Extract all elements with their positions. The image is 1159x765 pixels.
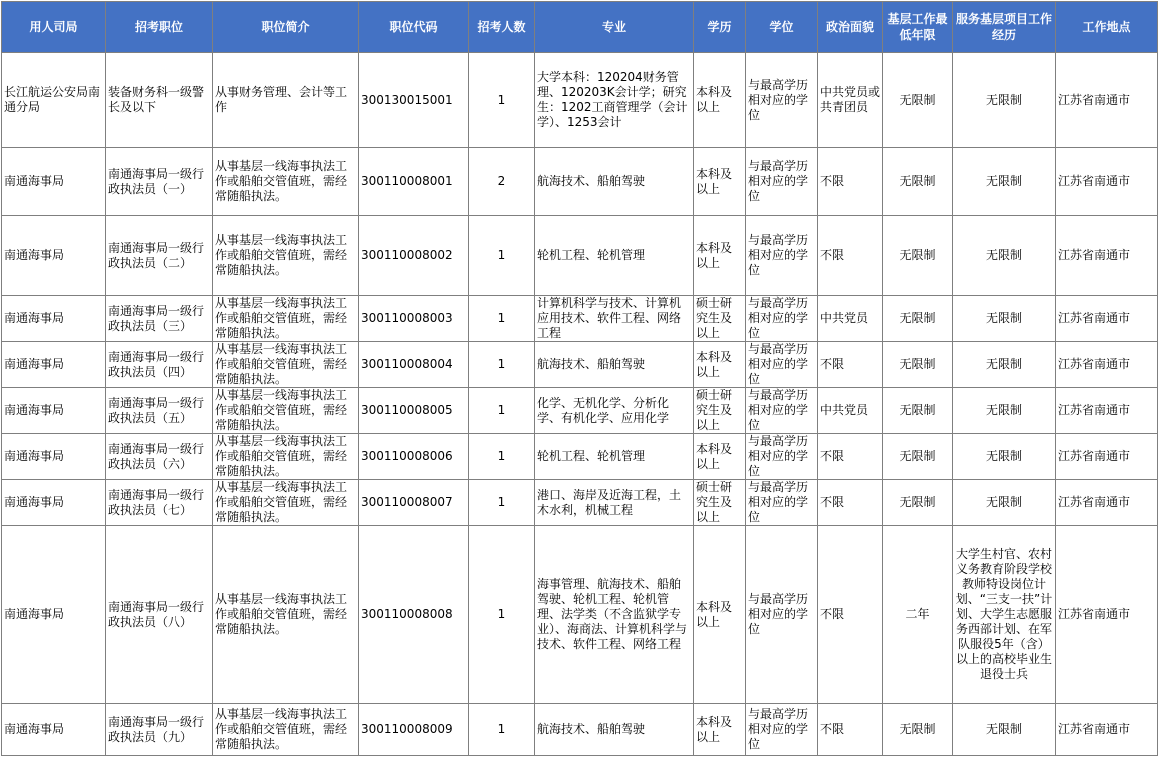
cell-service-experience: 无限制 [953,704,1056,756]
cell-location: 江苏省南通市 [1056,434,1158,480]
cell-code: 300130015001 [359,53,469,148]
cell-description: 从事基层一线海事执法工作或船舶交管值班，需经常随船执法。 [213,480,359,526]
cell-code: 300110008008 [359,526,469,704]
col-header-location: 工作地点 [1056,2,1158,53]
cell-position: 南通海事局一级行政执法员（三） [106,296,213,342]
cell-major: 海事管理、航海技术、船舶驾驶、轮机工程、轮机管理、法学类（不含监狱学专业）、海商法、计算机科学与技术、软件工程、网络工程 [535,526,694,704]
cell-count: 2 [469,148,535,216]
cell-min-years: 无限制 [883,53,953,148]
cell-position: 南通海事局一级行政执法员（四） [106,342,213,388]
table-row [2,296,1158,342]
cell-min-years: 无限制 [883,434,953,480]
cell-count: 1 [469,434,535,480]
cell-location: 江苏省南通市 [1056,342,1158,388]
cell-degree: 与最高学历相对应的学位 [746,296,818,342]
cell-political-status: 不限 [818,704,883,756]
table-row [2,148,1158,216]
cell-description: 从事财务管理、会计等工作 [213,53,359,148]
cell-degree: 与最高学历相对应的学位 [746,526,818,704]
cell-degree: 与最高学历相对应的学位 [746,388,818,434]
cell-degree: 与最高学历相对应的学位 [746,216,818,296]
cell-description: 从事基层一线海事执法工作或船舶交管值班，需经常随船执法。 [213,526,359,704]
cell-code: 300110008005 [359,388,469,434]
cell-department: 南通海事局 [2,296,106,342]
cell-major: 航海技术、船舶驾驶 [535,148,694,216]
cell-count: 1 [469,342,535,388]
cell-count: 1 [469,526,535,704]
cell-position: 南通海事局一级行政执法员（七） [106,480,213,526]
cell-count: 1 [469,388,535,434]
cell-service-experience: 无限制 [953,148,1056,216]
cell-description: 从事基层一线海事执法工作或船舶交管值班，需经常随船执法。 [213,216,359,296]
cell-min-years: 无限制 [883,148,953,216]
cell-location: 江苏省南通市 [1056,148,1158,216]
cell-political-status: 中共党员或共青团员 [818,53,883,148]
cell-location: 江苏省南通市 [1056,53,1158,148]
table-row [2,388,1158,434]
cell-major: 轮机工程、轮机管理 [535,434,694,480]
cell-major: 港口、海岸及近海工程，土木水利，机械工程 [535,480,694,526]
cell-major: 航海技术、船舶驾驶 [535,342,694,388]
cell-major: 大学本科：120204财务管理、120203K会计学；研究生：1202工商管理学（会计学）、1253会计 [535,53,694,148]
cell-political-status: 不限 [818,480,883,526]
table-row [2,526,1158,704]
cell-service-experience: 无限制 [953,296,1056,342]
col-header-service-experience: 服务基层项目工作经历 [953,2,1056,53]
cell-degree: 与最高学历相对应的学位 [746,480,818,526]
cell-min-years: 无限制 [883,296,953,342]
cell-min-years: 无限制 [883,480,953,526]
cell-service-experience: 无限制 [953,388,1056,434]
cell-education: 本科及以上 [694,53,746,148]
cell-min-years: 无限制 [883,216,953,296]
table-row [2,480,1158,526]
cell-min-years: 无限制 [883,342,953,388]
cell-education: 本科及以上 [694,526,746,704]
col-header-code: 职位代码 [359,2,469,53]
cell-department: 南通海事局 [2,148,106,216]
cell-major: 计算机科学与技术、计算机应用技术、软件工程、网络工程 [535,296,694,342]
cell-political-status: 不限 [818,526,883,704]
cell-education: 硕士研究生及以上 [694,296,746,342]
cell-department: 长江航运公安局南通分局 [2,53,106,148]
cell-major: 化学、无机化学、分析化学、有机化学、应用化学 [535,388,694,434]
cell-major: 航海技术、船舶驾驶 [535,704,694,756]
cell-count: 1 [469,53,535,148]
col-header-degree: 学位 [746,2,818,53]
cell-major: 轮机工程、轮机管理 [535,216,694,296]
cell-count: 1 [469,296,535,342]
cell-department: 南通海事局 [2,526,106,704]
col-header-description: 职位简介 [213,2,359,53]
cell-description: 从事基层一线海事执法工作或船舶交管值班，需经常随船执法。 [213,434,359,480]
cell-code: 300110008002 [359,216,469,296]
cell-education: 硕士研究生及以上 [694,388,746,434]
cell-position: 南通海事局一级行政执法员（二） [106,216,213,296]
cell-count: 1 [469,216,535,296]
cell-political-status: 不限 [818,148,883,216]
cell-position: 南通海事局一级行政执法员（一） [106,148,213,216]
cell-degree: 与最高学历相对应的学位 [746,434,818,480]
header-row [2,2,1158,53]
cell-location: 江苏省南通市 [1056,296,1158,342]
cell-count: 1 [469,480,535,526]
cell-education: 硕士研究生及以上 [694,480,746,526]
cell-description: 从事基层一线海事执法工作或船舶交管值班，需经常随船执法。 [213,704,359,756]
cell-education: 本科及以上 [694,434,746,480]
col-header-political-status: 政治面貌 [818,2,883,53]
table-row [2,342,1158,388]
table-row [2,704,1158,756]
cell-service-experience: 无限制 [953,216,1056,296]
cell-education: 本科及以上 [694,148,746,216]
table-row [2,216,1158,296]
cell-code: 300110008001 [359,148,469,216]
cell-service-experience: 无限制 [953,434,1056,480]
cell-service-experience: 无限制 [953,480,1056,526]
cell-location: 江苏省南通市 [1056,216,1158,296]
cell-location: 江苏省南通市 [1056,388,1158,434]
cell-education: 本科及以上 [694,342,746,388]
cell-political-status: 中共党员 [818,296,883,342]
cell-position: 南通海事局一级行政执法员（六） [106,434,213,480]
col-header-count: 招考人数 [469,2,535,53]
cell-degree: 与最高学历相对应的学位 [746,704,818,756]
cell-code: 300110008004 [359,342,469,388]
cell-code: 300110008006 [359,434,469,480]
cell-department: 南通海事局 [2,480,106,526]
cell-position: 南通海事局一级行政执法员（九） [106,704,213,756]
cell-department: 南通海事局 [2,216,106,296]
cell-location: 江苏省南通市 [1056,704,1158,756]
recruitment-table [1,1,1158,756]
cell-position: 南通海事局一级行政执法员（五） [106,388,213,434]
cell-code: 300110008009 [359,704,469,756]
cell-degree: 与最高学历相对应的学位 [746,53,818,148]
cell-position: 南通海事局一级行政执法员（八） [106,526,213,704]
cell-political-status: 不限 [818,434,883,480]
cell-location: 江苏省南通市 [1056,526,1158,704]
col-header-department: 用人司局 [2,2,106,53]
table-row [2,53,1158,148]
cell-description: 从事基层一线海事执法工作或船舶交管值班，需经常随船执法。 [213,388,359,434]
cell-location: 江苏省南通市 [1056,480,1158,526]
cell-code: 300110008007 [359,480,469,526]
cell-degree: 与最高学历相对应的学位 [746,148,818,216]
cell-description: 从事基层一线海事执法工作或船舶交管值班，需经常随船执法。 [213,296,359,342]
cell-service-experience: 无限制 [953,53,1056,148]
cell-political-status: 不限 [818,342,883,388]
col-header-min-years: 基层工作最低年限 [883,2,953,53]
cell-department: 南通海事局 [2,342,106,388]
cell-department: 南通海事局 [2,434,106,480]
cell-degree: 与最高学历相对应的学位 [746,342,818,388]
cell-service-experience: 无限制 [953,342,1056,388]
cell-description: 从事基层一线海事执法工作或船舶交管值班，需经常随船执法。 [213,342,359,388]
cell-min-years: 无限制 [883,704,953,756]
cell-code: 300110008003 [359,296,469,342]
table-row [2,434,1158,480]
cell-political-status: 中共党员 [818,388,883,434]
cell-service-experience: 大学生村官、农村义务教育阶段学校教师特设岗位计划、“三支一扶”计划、大学生志愿服务西部计划、在军队服役5年（含）以上的高校毕业生退役士兵 [953,526,1056,704]
cell-education: 本科及以上 [694,216,746,296]
col-header-education: 学历 [694,2,746,53]
cell-count: 1 [469,704,535,756]
col-header-major: 专业 [535,2,694,53]
cell-political-status: 不限 [818,216,883,296]
cell-position: 装备财务科一级警长及以下 [106,53,213,148]
cell-min-years: 二年 [883,526,953,704]
cell-department: 南通海事局 [2,388,106,434]
cell-min-years: 无限制 [883,388,953,434]
cell-description: 从事基层一线海事执法工作或船舶交管值班，需经常随船执法。 [213,148,359,216]
col-header-position: 招考职位 [106,2,213,53]
cell-education: 本科及以上 [694,704,746,756]
cell-department: 南通海事局 [2,704,106,756]
